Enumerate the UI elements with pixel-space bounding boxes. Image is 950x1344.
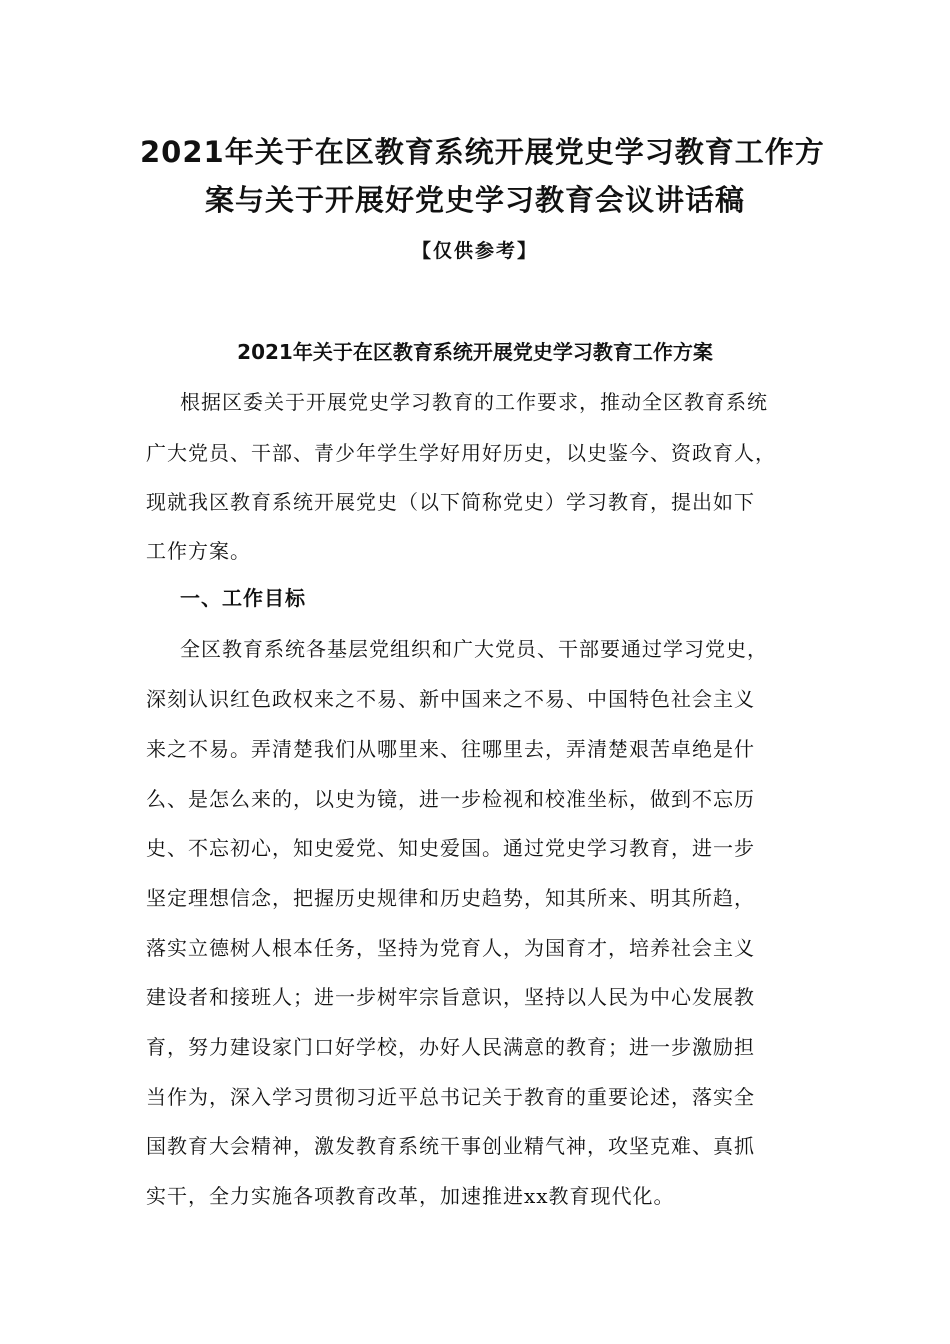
paragraph-2-line-9: 育，努力建设家门口好学校，办好人民满意的教育；进一步激励担 bbox=[146, 1035, 755, 1059]
paragraph-1-line-4: 工作方案。 bbox=[146, 539, 251, 563]
paragraph-2-line-11: 国教育大会精神，激发教育系统干事创业精气神，攻坚克难、真抓 bbox=[146, 1134, 755, 1158]
paragraph-2-line-1: 全区教育系统各基层党组织和广大党员、干部要通过学习党史， bbox=[180, 637, 768, 661]
paragraph-1-line-1: 根据区委关于开展党史学习教育的工作要求，推动全区教育系统 bbox=[180, 390, 768, 414]
reference-only-note: 【仅供参考】 bbox=[411, 240, 538, 262]
paragraph-1-line-2: 广大党员、干部、青少年学生学好用好历史，以史鉴今、资政育人， bbox=[146, 441, 776, 465]
section-title: 2021年关于在区教育系统开展党史学习教育工作方案 bbox=[237, 340, 713, 364]
paragraph-2-line-2: 深刻认识红色政权来之不易、新中国来之不易、中国特色社会主义 bbox=[146, 687, 755, 711]
paragraph-2-line-3: 来之不易。弄清楚我们从哪里来、往哪里去，弄清楚艰苦卓绝是什 bbox=[146, 737, 755, 761]
paragraph-1-line-3: 现就我区教育系统开展党史（以下简称党史）学习教育，提出如下 bbox=[146, 490, 755, 514]
paragraph-2-line-4: 么、是怎么来的，以史为镜，进一步检视和校准坐标，做到不忘历 bbox=[146, 787, 755, 811]
paragraph-2-line-5: 史、不忘初心，知史爱党、知史爱国。通过党史学习教育，进一步 bbox=[146, 836, 755, 860]
document-title-line-2: 案与关于开展好党史学习教育会议讲话稿 bbox=[204, 183, 745, 217]
paragraph-2-line-10: 当作为，深入学习贯彻习近平总书记关于教育的重要论述，落实全 bbox=[146, 1085, 755, 1109]
paragraph-2-line-6: 坚定理想信念，把握历史规律和历史趋势，知其所来、明其所趋， bbox=[146, 886, 755, 910]
paragraph-2-line-7: 落实立德树人根本任务，坚持为党育人，为国育才，培养社会主义 bbox=[146, 936, 755, 960]
section-heading-work-goals: 一、工作目标 bbox=[180, 586, 306, 610]
paragraph-2-line-12: 实干，全力实施各项教育改革，加速推进xx教育现代化。 bbox=[146, 1184, 675, 1208]
document-title-line-1: 2021年关于在区教育系统开展党史学习教育工作方 bbox=[140, 135, 825, 169]
paragraph-2-line-8: 建设者和接班人；进一步树牢宗旨意识，坚持以人民为中心发展教 bbox=[146, 985, 755, 1009]
